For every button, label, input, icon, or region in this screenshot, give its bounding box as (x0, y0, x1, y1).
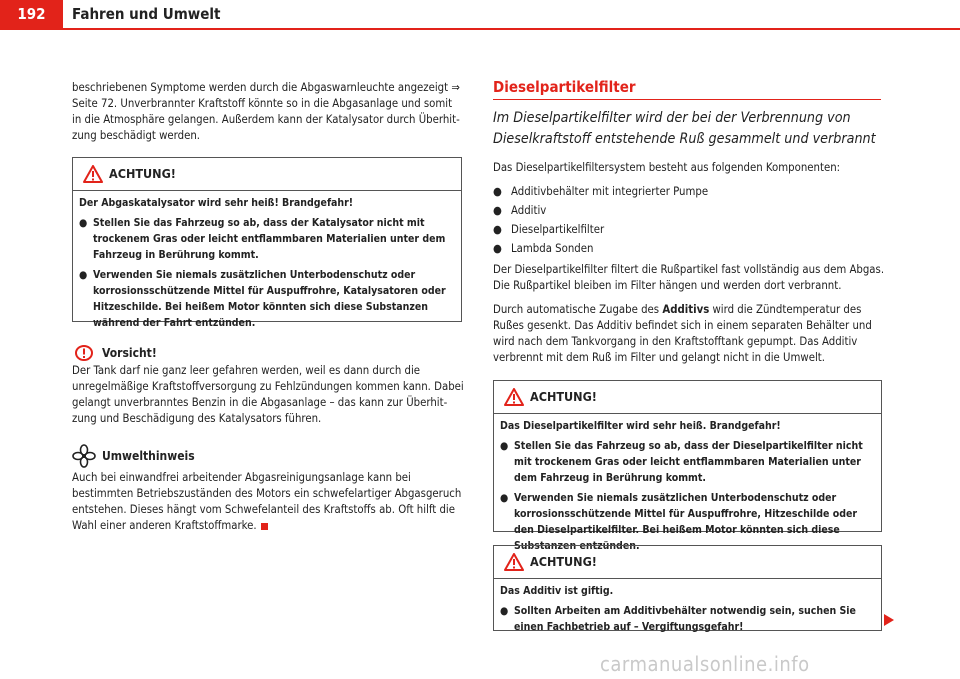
warning-bullet (79, 215, 455, 263)
warning-body (73, 191, 461, 333)
warning-triangle-icon (83, 165, 103, 183)
environment-header (72, 444, 464, 468)
bullet-dot: ● (79, 269, 88, 281)
bullet-dot: ● (79, 217, 88, 229)
warning-title: ACHTUNG! (109, 166, 176, 181)
warning-bullet-text: Verwenden Sie niemals zusätzlichen Unterbodenschutz oder korrosionsschützende Mittel für Auspuffrohre, Hitzeschilde oder den Dieselpartikelfilter. Bei heißem Motor könnten sich diese Substanzen entzünden. (514, 492, 858, 552)
warning-title: ACHTUNG! (530, 554, 597, 569)
bullet-dot: ● (500, 440, 509, 452)
caution-header (72, 345, 464, 361)
warning-triangle-icon (504, 553, 524, 571)
component-item (493, 241, 885, 257)
chapter-title: Fahren und Umwelt (72, 5, 221, 23)
section-title: Dieselpartikelfilter (493, 78, 636, 96)
warning-lead: Der Abgaskatalysator wird sehr heiß! Brandgefahr! (79, 197, 354, 209)
warning-header (73, 158, 461, 191)
component-item (493, 184, 885, 200)
bullet-dot: ● (493, 204, 502, 217)
intro-paragraph: beschriebenen Symptome werden durch die Abgaswarnleuchte angezeigt ⇒ Seite 72. Unverbrannter Kraftstoff könnte so in die Abgasanlage und somit in die Atmosphäre gelangen. Außerdem kann der Katalysator durch Überhitzung beschädigt werden. (72, 81, 460, 142)
warning-title: ACHTUNG! (530, 389, 597, 404)
warning-bullet-text: Stellen Sie das Fahrzeug so ab, dass der Katalysator nicht mit trockenem Gras oder leicht entflammbaren Materialien unter dem Fahrzeug in Berührung kommt. (93, 217, 446, 261)
warning-bullet (79, 267, 455, 331)
warning-lead: Das Dieselpartikelfilter wird sehr heiß. Brandgefahr! (500, 420, 781, 432)
warning-triangle-icon (504, 388, 524, 406)
warning-body (494, 414, 881, 556)
additive-term: Additivs (662, 303, 710, 316)
component-item (493, 222, 885, 238)
section-subtitle: Im Dieselpartikelfilter wird der bei der Verbrennung von Dieselkraftstoff entstehende Ruß gesammelt und verbrannt (493, 110, 876, 147)
end-of-section-marker (261, 523, 268, 530)
bullet-dot: ● (493, 242, 502, 255)
environment-text: Auch bei einwandfrei arbeitender Abgasreinigungsanlage kann bei bestimmten Betriebszuständen des Motors ein schwefelartiger Abgasgeruch entstehen. Dieses hängt vom Schwefelanteil des Kraftstoffs ab. Oft hilft die Wahl einer anderen Kraftstoffmarke. (72, 471, 462, 532)
watermark: carmanualsonline.info (600, 652, 810, 676)
environment-paragraph (72, 470, 464, 534)
caution-text: Der Tank darf nie ganz leer gefahren werden, weil es dann durch die unregelmäßige Kraftstoffversorgung zu Fehlzündungen kommen kann. Dabei gelangt unverbranntes Benzin in die Abgasanlage – das kann zur Überhitzung und Beschädigung des Katalysators führen. (72, 364, 464, 425)
components-intro: Das Dieselpartikelfiltersystem besteht aus folgenden Komponenten: (493, 161, 841, 174)
warning-lead: Das Additiv ist giftig. (500, 585, 614, 597)
bullet-dot: ● (493, 223, 502, 236)
warning-header (494, 381, 881, 414)
warning-bullet-text: Verwenden Sie niemals zusätzlichen Unterbodenschutz oder korrosionsschützende Mittel für Auspuffrohre, Katalysatoren oder Hitzeschilde. Bei heißem Motor könnten sich diese Substanzen während der Fahrt entzünden. (93, 269, 446, 329)
section-rule (493, 99, 881, 100)
bullet-dot: ● (500, 605, 509, 617)
next-page-arrow-icon[interactable] (882, 613, 896, 627)
component-label: Additivbehälter mit integrierter Pumpe (511, 185, 709, 198)
warning-bullet-text: Sollten Arbeiten am Additivbehälter notwendig sein, suchen Sie einen Fachbetrieb auf – Vergiftungsgefahr! (514, 605, 856, 633)
right-body (493, 160, 885, 374)
warning-body (494, 579, 881, 637)
warning-bullet-text: Stellen Sie das Fahrzeug so ab, dass der Dieselpartikelfilter nicht mit trockenem Gras oder leicht entflammbaren Materialien unter dem Fahrzeug in Berührung kommt. (514, 440, 863, 484)
environment-note (72, 444, 464, 542)
warning-bullet (500, 438, 875, 486)
component-label: Additiv (511, 204, 547, 217)
header-rule (0, 28, 960, 30)
component-label: Lambda Sonden (511, 242, 594, 255)
warning-bullet (500, 603, 875, 635)
bullet-dot: ● (493, 185, 502, 198)
component-item (493, 203, 885, 219)
warning-header (494, 546, 881, 579)
caution-icon (72, 345, 96, 361)
additive-paragraph (493, 302, 885, 366)
warning-box-dpf (493, 380, 882, 552)
page-number: 192 (0, 0, 63, 28)
caution-title: Vorsicht! (102, 346, 157, 360)
warning-box-catalyst (72, 157, 462, 329)
left-intro (72, 80, 464, 152)
flower-icon (72, 444, 96, 468)
filter-paragraph: Der Dieselpartikelfilter filtert die Rußpartikel fast vollständig aus dem Abgas. Die Rußpartikel bleiben im Filter hängen und werden dort verbrannt. (493, 263, 885, 292)
component-label: Dieselpartikelfilter (511, 223, 605, 236)
additive-text-end: wird die Zündtemperatur des Rußes gesenkt. Das Additiv befindet sich in einem separaten Behälter und wird nach dem Tankvorgang in den Kraftstofftank gepumpt. Das Additiv verbrennt mit dem Ruß im Filter und gelangt nicht in die Umwelt. (493, 303, 872, 364)
bullet-dot: ● (500, 492, 509, 504)
caution-note (72, 345, 464, 435)
additive-text-start: Durch automatische Zugabe des (493, 303, 663, 316)
environment-title: Umwelthinweis (102, 449, 195, 463)
warning-box-additive (493, 545, 882, 631)
